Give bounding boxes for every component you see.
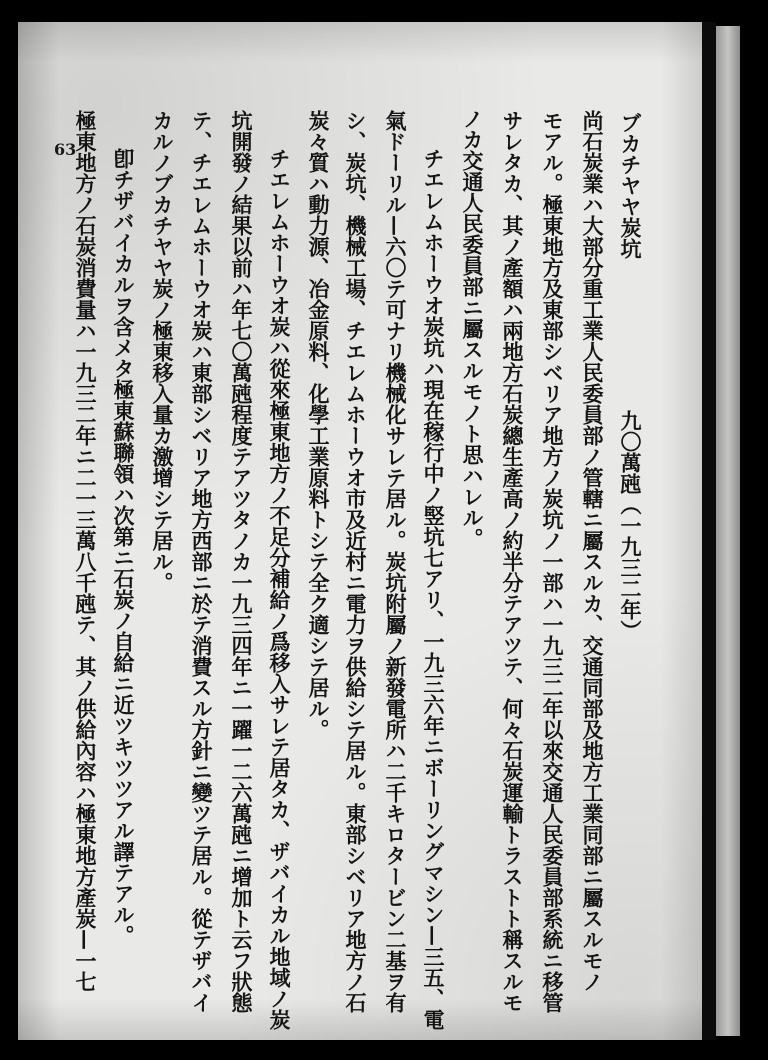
text-column-10: 坑開發ノ結果以前ハ年七〇萬瓲程度テアツタノカ一九三四年ニ一躍一二六萬瓲ニ增加ト云フ狀態 (229, 110, 254, 1013)
paper-sheet (18, 22, 702, 1040)
text-column-2: モアル。極東地方及東部シベリア地方ノ炭坑ノ一部ハ一九三二年以來交通人民委員部系統ニ移管 (540, 110, 565, 1013)
text-column-3: サレタカ、其ノ產額ハ兩地方石炭總生產高ノ約半分テアツテ、何々石炭運輸トラストト稱スルモ (500, 110, 525, 1013)
text-column-5: チエレムホーウオ炭坑ハ現在稼行中ノ竪坑七アリ、一九三六年ニボーリングマシン—三五、電 (421, 148, 446, 1030)
text-column-12: カルノブカチヤヤ炭ノ極東移入量カ激增シテ居ル。 (150, 110, 175, 593)
text-column-13: 卽チザバイカルヲ含メタ極東蘇聯領ハ次第ニ石炭ノ自給ニ近ツキツツアル譯テアル。 (111, 148, 136, 946)
page-edge (716, 26, 740, 1036)
section-title: ブカチヤヤ炭坑 (618, 112, 643, 259)
section-output: 九〇萬瓲（一九三二年） (618, 410, 643, 641)
page-number: 63 (54, 140, 77, 159)
text-column-14: 極東地方ノ石炭消費量ハ一九三二年ニ二一三萬八千瓲テ、其ノ供給內容ハ極東地方產炭—一七 (73, 110, 98, 992)
text-column-9: チエレムホーウオ炭ハ從來極東地方ノ不足分補給ノ爲移入サレテ居タカ、ザバイカル地域ノ炭 (267, 148, 292, 1030)
binding-shadow (702, 22, 716, 1040)
text-column-1: 尚石炭業ハ大部分重工業人民委員部ノ管轄ニ屬スルカ、交通同部及地方工業同部ニ屬スルモノ (580, 110, 605, 992)
text-column-11: テ、チエレムホーウオ炭ハ東部シベリア地方西部ニ於テ消費スル方針ニ變ツテ居ル。從テザバイ (189, 110, 214, 1013)
text-column-4: ノカ交通人民委員部ニ屬スルモノト思ハレル。 (460, 108, 485, 549)
text-column-8: 炭々質ハ動力源、冶金原料、化學工業原料トシテ全ク適シテ居ル。 (306, 110, 331, 740)
text-column-7: シ、炭坑、機械工場、チエレムホーウオ市及近村ニ電力ヲ供給シテ居ル。東部シベリア地方ノ石 (343, 110, 368, 1013)
text-column-6: 氣ドーリル—六〇テ可ナリ機械化サレテ居ル。炭坑附屬ノ新發電所ハ二千キロタービン二基ヲ有 (383, 110, 408, 1013)
